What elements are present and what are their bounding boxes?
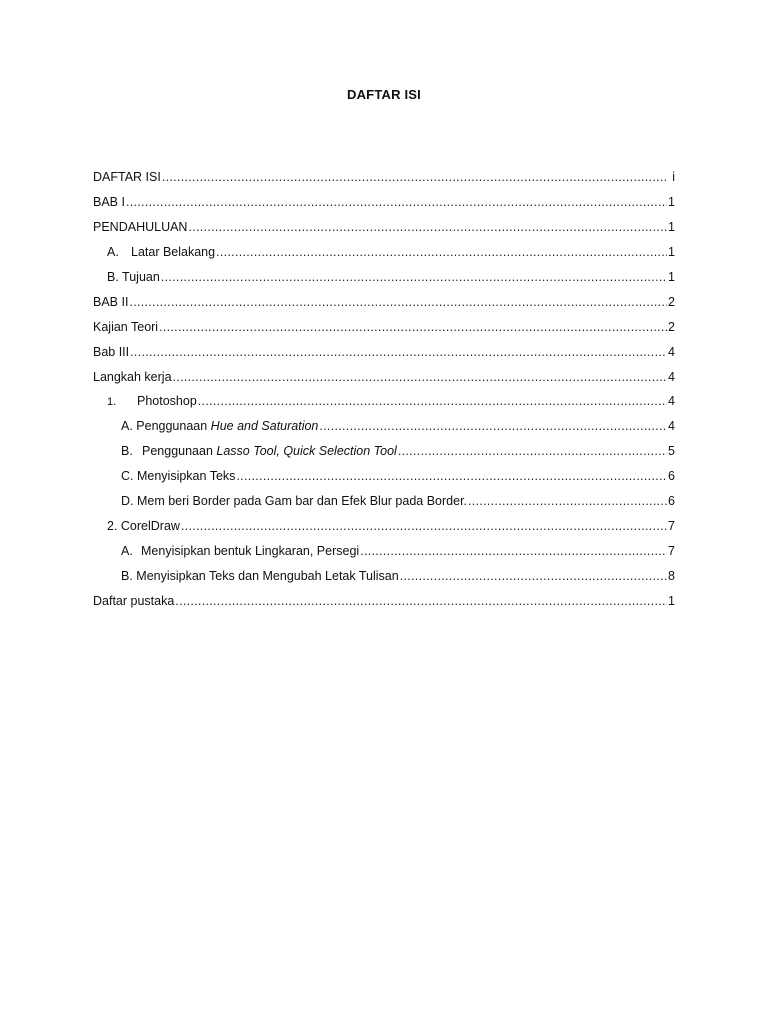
toc-entry-text: BAB I [93, 195, 125, 210]
dot-leader [400, 568, 667, 584]
dot-leader [468, 493, 667, 509]
toc-page-number: i [672, 170, 675, 185]
dot-leader [181, 518, 667, 534]
dot-leader [236, 468, 667, 484]
toc-entry-text: B. Menyisipkan Teks dan Mengubah Letak Tulisan [121, 568, 399, 583]
toc-page-number: 7 [668, 518, 675, 533]
toc-page-number: 5 [668, 444, 675, 459]
toc-entry-kajian-teori [93, 314, 675, 339]
toc-entry-text: 2. CorelDraw [107, 518, 180, 533]
toc-page-number: 4 [668, 344, 675, 359]
toc-page-number: 4 [668, 369, 675, 384]
table-of-contents [93, 165, 675, 613]
toc-entry-text: BAB II [93, 294, 129, 309]
dot-leader [198, 393, 667, 409]
toc-page-number: 2 [668, 319, 675, 334]
toc-page-number: 6 [668, 469, 675, 484]
dot-leader [159, 319, 667, 335]
toc-entry-tujuan [93, 265, 675, 290]
dot-leader [188, 219, 667, 235]
toc-entry-text: Penggunaan [142, 444, 217, 459]
toc-entry-photoshop [93, 389, 675, 414]
toc-entry-text: Latar Belakang [131, 245, 216, 260]
dot-leader [175, 593, 667, 609]
toc-page-number: 1 [668, 593, 675, 608]
toc-page-number: 1 [668, 220, 675, 235]
dot-leader [162, 169, 668, 185]
dot-leader [216, 244, 667, 260]
dot-leader [360, 543, 667, 559]
toc-entry-text: D. Mem beri Border pada Gam bar dan Efek Blur pada Border. [121, 494, 468, 509]
toc-entry-text: DAFTAR ISI [93, 170, 161, 185]
toc-page-number: 2 [668, 294, 675, 309]
toc-entry-emphasis: Lasso Tool, Quick Selection Tool [216, 444, 397, 459]
toc-entry-text: Menyisipkan bentuk Lingkaran, Persegi [141, 543, 360, 558]
toc-entry-prefix: A. [121, 543, 133, 558]
toc-entry-prefix: B. [121, 444, 133, 459]
toc-page-number: 1 [668, 245, 675, 260]
toc-entry-emphasis: Hue and Saturation [210, 419, 319, 434]
dot-leader [161, 269, 667, 285]
dot-leader [126, 194, 667, 210]
toc-entry-prefix: A. [107, 245, 119, 260]
toc-page-number: 4 [668, 394, 675, 409]
toc-entry-bab-3 [93, 339, 675, 364]
toc-entry-daftar-pustaka [93, 588, 675, 613]
toc-entry-text: PENDAHULUAN [93, 220, 188, 235]
toc-page-number: 4 [668, 419, 675, 434]
toc-entry-coreldraw [93, 513, 675, 538]
toc-entry-latar-belakang [93, 240, 675, 265]
toc-entry-text: Daftar pustaka [93, 593, 175, 608]
toc-entry-lasso-tool [93, 439, 675, 464]
toc-entry-text: Bab III [93, 344, 130, 359]
toc-entry-prefix: 1. [107, 395, 117, 408]
toc-entry-text: Langkah kerja [93, 369, 172, 384]
toc-entry-text: Photoshop [137, 393, 197, 408]
toc-page-number: 1 [668, 195, 675, 210]
toc-entry-letak-tulisan [93, 563, 675, 588]
page-title: DAFTAR ISI [347, 87, 421, 102]
toc-entry-bab-1 [93, 190, 675, 215]
toc-entry-menyisipkan-teks [93, 464, 675, 489]
toc-entry-text: B. Tujuan [107, 270, 160, 284]
toc-entry-border-efek-blur [93, 489, 675, 514]
toc-entry-daftar-isi [93, 165, 675, 190]
toc-entry-text: C. Menyisipkan Teks [121, 469, 236, 484]
dot-leader [130, 344, 667, 360]
dot-leader [319, 418, 667, 434]
toc-entry-lingkaran-persegi [93, 538, 675, 563]
toc-entry-bab-2 [93, 289, 675, 314]
toc-page-number: 1 [668, 270, 675, 284]
toc-page-number: 6 [668, 494, 675, 509]
toc-entry-hue-saturation [93, 414, 675, 439]
dot-leader [129, 294, 667, 310]
toc-page-number: 7 [668, 543, 675, 558]
toc-entry-langkah-kerja [93, 364, 675, 389]
toc-entry-text: Kajian Teori [93, 319, 159, 334]
dot-leader [173, 369, 668, 385]
dot-leader [398, 443, 667, 459]
toc-entry-text: A. Penggunaan [121, 419, 211, 434]
toc-page-number: 8 [668, 568, 675, 583]
toc-entry-pendahuluan [93, 215, 675, 240]
